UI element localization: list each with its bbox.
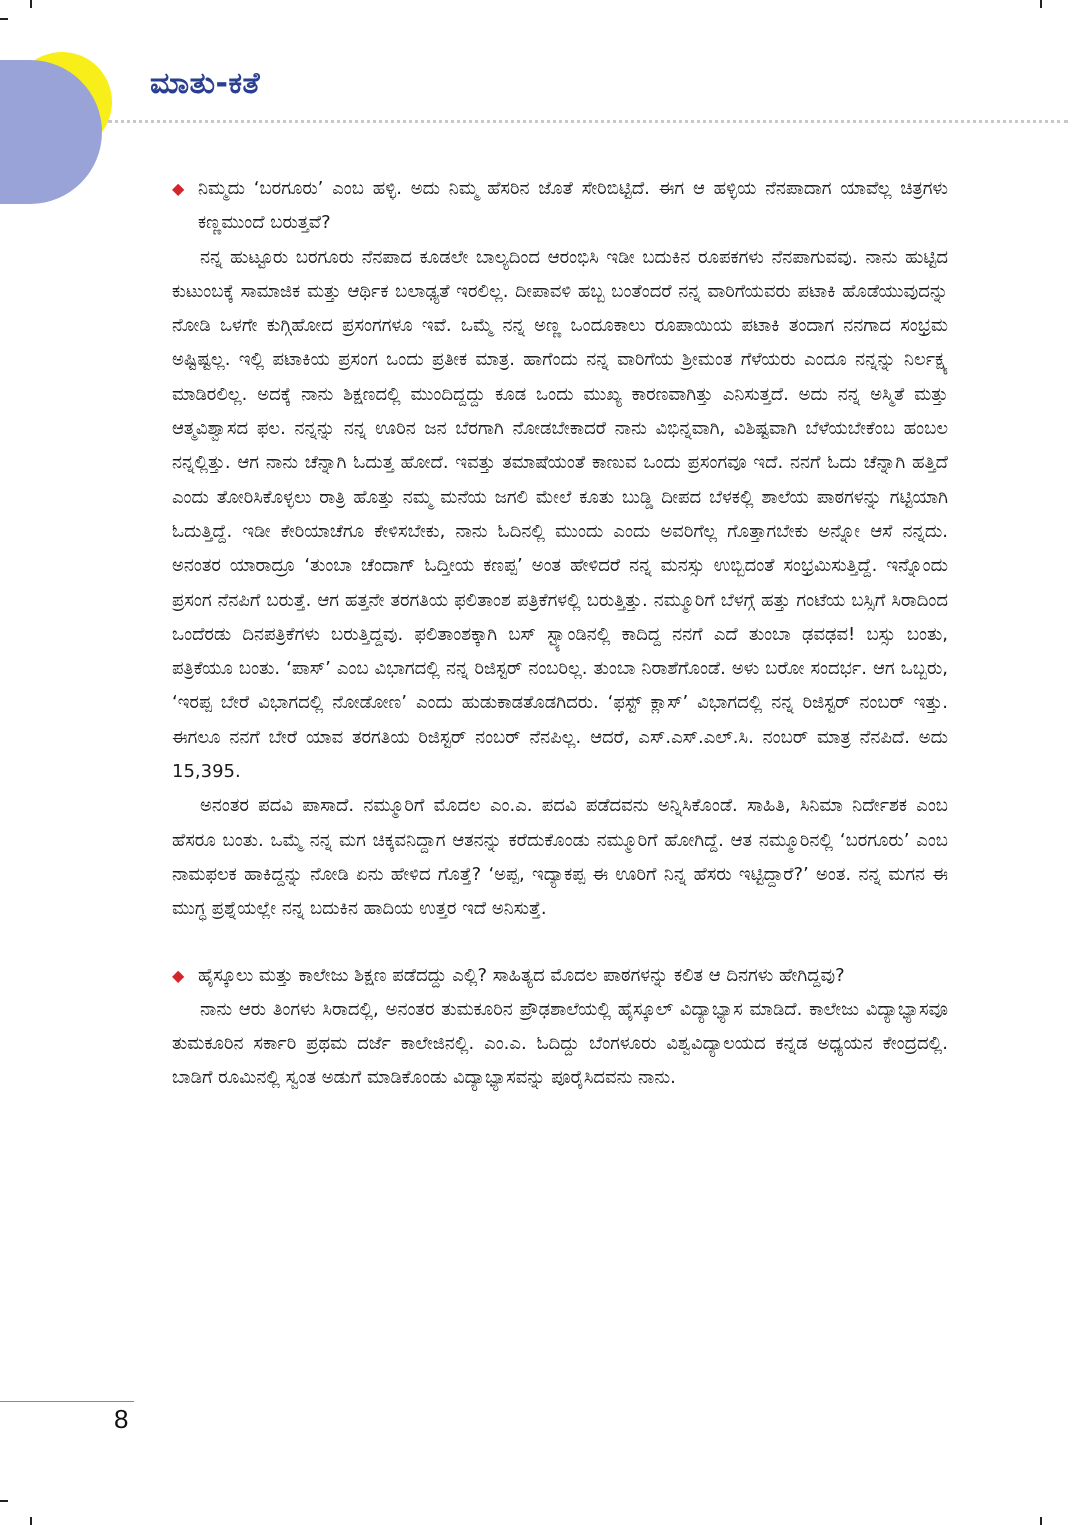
question-1-text: ನಿಮ್ಮದು ‘ಬರಗೂರು’ ಎಂಬ ಹಳ್ಳಿ. ಅದು ನಿಮ್ಮ ಹೆಸರಿನ ಜೊತೆ ಸೇರಿಬಿಟ್ಟಿದೆ. ಈಗ ಆ ಹಳ್ಳಿಯ ನೆನಪಾದಾಗ ಯಾವೆಲ್ಲ ಚಿತ್ರಗಳು ಕಣ್ಣಮುಂದೆ ಬರುತ್ತವೆ? [198, 178, 948, 234]
page-number: 8 [114, 1404, 129, 1434]
question-2-text: ಹೈಸ್ಕೂಲು ಮತ್ತು ಕಾಲೇಜು ಶಿಕ್ಷಣ ಪಡೆದದ್ದು ಎಲ್ಲಿ? ಸಾಹಿತ್ಯದ ಮೊದಲ ಪಾಠಗಳನ್ನು ಕಲಿತ ಆ ದಿನಗಳು ಹೇಗಿದ್ದವು? [198, 964, 845, 986]
question-2 [172, 959, 948, 993]
crop-mark [1040, 1517, 1042, 1525]
crop-mark [30, 1517, 32, 1525]
section-title: ಮಾತು-ಕತೆ [150, 66, 261, 101]
answer-1-paragraph-2: ಅನಂತರ ಪದವಿ ಪಾಸಾದೆ. ನಮ್ಮೂರಿಗೆ ಮೊದಲ ಎಂ.ಎ. ಪದವಿ ಪಡೆದವನು ಅನ್ನಿಸಿಕೊಂಡೆ. ಸಾಹಿತಿ, ಸಿನಿಮಾ ನಿರ್ದೇಶಕ ಎಂಬ ಹೆಸರೂ ಬಂತು. ಒಮ್ಮೆ ನನ್ನ ಮಗ ಚಿಕ್ಕವನಿದ್ದಾಗ ಆತನನ್ನು ಕರೆದುಕೊಂಡು ನಮ್ಮೂರಿಗೆ ಹೋಗಿದ್ದೆ. ಆತ ನಮ್ಮೂರಿನಲ್ಲಿ ‘ಬರಗೂರು’ ಎಂಬ ನಾಮಫಲಕ ಹಾಕಿದ್ದನ್ನು ನೋಡಿ ಏನು ಹೇಳಿದ ಗೊತ್ತೆ? ‘ಅಪ್ಪ, ಇದ್ಯಾಕಪ್ಪ ಈ ಊರಿಗೆ ನಿನ್ನ ಹೆಸರು ಇಟ್ಟಿದ್ದಾರೆ?’ ಅಂತ. ನನ್ನ ಮಗನ ಈ ಮುಗ್ಧ ಪ್ರಶ್ನೆಯಲ್ಲೇ ನನ್ನ ಬದುಕಿನ ಹಾದಿಯ ಉತ್ತರ ಇದೆ ಅನಿಸುತ್ತೆ. [172, 795, 948, 920]
crop-mark [1040, 0, 1042, 8]
answer-1-paragraph-1: ನನ್ನ ಹುಟ್ಟೂರು ಬರಗೂರು ನೆನಪಾದ ಕೂಡಲೇ ಬಾಲ್ಯದಿಂದ ಆರಂಭಿಸಿ ಇಡೀ ಬದುಕಿನ ರೂಪಕಗಳು ನೆನಪಾಗುವವು. ನಾನು ಹುಟ್ಟಿದ ಕುಟುಂಬಕ್ಕೆ ಸಾಮಾಜಿಕ ಮತ್ತು ಆರ್ಥಿಕ ಬಲಾಢ್ಯತೆ ಇರಲಿಲ್ಲ. ದೀಪಾವಳಿ ಹಬ್ಬ ಬಂತೆಂದರೆ ನನ್ನ ವಾರಿಗೆಯವರು ಪಟಾಕಿ ಹೊಡೆಯುವುದನ್ನು ನೋಡಿ ಒಳಗೇ ಕುಗ್ಗಿಹೋದ ಪ್ರಸಂಗಗಳೂ ಇವೆ. ಒಮ್ಮೆ ನನ್ನ ಅಣ್ಣ ಒಂದೂಕಾಲು ರೂಪಾಯಿಯ ಪಟಾಕಿ ತಂದಾಗ ನನಗಾದ ಸಂಭ್ರಮ ಅಷ್ಟಿಷ್ಟಲ್ಲ. ಇಲ್ಲಿ ಪಟಾಕಿಯ ಪ್ರಸಂಗ ಒಂದು ಪ್ರತೀಕ ಮಾತ್ರ. ಹಾಗೆಂದು ನನ್ನ ವಾರಿಗೆಯ ಶ್ರೀಮಂತ ಗೆಳೆಯರು ಎಂದೂ ನನ್ನನ್ನು ನಿರ್ಲಕ್ಷ್ಯ ಮಾಡಿರಲಿಲ್ಲ. ಅದಕ್ಕೆ ನಾನು ಶಿಕ್ಷಣದಲ್ಲಿ ಮುಂದಿದ್ದದ್ದು ಕೂಡ ಒಂದು ಮುಖ್ಯ ಕಾರಣವಾಗಿತ್ತು ಎನಿಸುತ್ತದೆ. ಅದು ನನ್ನ ಅಸ್ಮಿತೆ ಮತ್ತು ಆತ್ಮವಿಶ್ವಾಸದ ಫಲ. ನನ್ನನ್ನು ನನ್ನ ಊರಿನ ಜನ ಬೆರಗಾಗಿ ನೋಡಬೇಕಾದರೆ ನಾನು ವಿಭಿನ್ನವಾಗಿ, ವಿಶಿಷ್ಟವಾಗಿ ಬೆಳೆಯಬೇಕೆಂಬ ಹಂಬಲ ನನ್ನಲ್ಲಿತ್ತು. ಆಗ ನಾನು ಚೆನ್ನಾಗಿ ಓದುತ್ತ ಹೋದೆ. ಇವತ್ತು ತಮಾಷೆಯಂತೆ ಕಾಣುವ ಒಂದು ಪ್ರಸಂಗವೂ ಇದೆ. ನನಗೆ ಓದು ಚೆನ್ನಾಗಿ ಹತ್ತಿದೆ ಎಂದು ತೋರಿಸಿಕೊಳ್ಳಲು ರಾತ್ರಿ ಹೊತ್ತು ನಮ್ಮ ಮನೆಯ ಜಗಲಿ ಮೇಲೆ ಕೂತು ಬುಡ್ಡಿ ದೀಪದ ಬೆಳಕಲ್ಲಿ ಶಾಲೆಯ ಪಾಠಗಳನ್ನು ಗಟ್ಟಿಯಾಗಿ ಓದುತ್ತಿದ್ದೆ. ಇಡೀ ಕೇರಿಯಾಚೆಗೂ ಕೇಳಿಸಬೇಕು, ನಾನು ಓದಿನಲ್ಲಿ ಮುಂದು ಎಂದು ಅವರಿಗೆಲ್ಲ ಗೊತ್ತಾಗಬೇಕು ಅನ್ನೋ ಆಸೆ ನನ್ನದು. ಅನಂತರ ಯಾರಾದ್ರೂ ‘ತುಂಬಾ ಚೆಂದಾಗ್ ಓದ್ತೀಯ ಕಣಪ್ಪ’ ಅಂತ ಹೇಳಿದರೆ ನನ್ನ ಮನಸ್ಸು ಉಬ್ಬಿದಂತೆ ಸಂಭ್ರಮಿಸುತ್ತಿದ್ದೆ. ಇನ್ನೊಂದು ಪ್ರಸಂಗ ನೆನಪಿಗೆ ಬರುತ್ತೆ. ಆಗ ಹತ್ತನೇ ತರಗತಿಯ ಫಲಿತಾಂಶ ಪತ್ರಿಕೆಗಳಲ್ಲಿ ಬರುತ್ತಿತ್ತು. ನಮ್ಮೂರಿಗೆ ಬೆಳಗ್ಗೆ ಹತ್ತು ಗಂಟೆಯ ಬಸ್ಸಿಗೆ ಸಿರಾದಿಂದ ಒಂದೆರಡು ದಿನಪತ್ರಿಕೆಗಳು ಬರುತ್ತಿದ್ದವು. ಫಲಿತಾಂಶಕ್ಕಾಗಿ ಬಸ್ ಸ್ಟ್ಯಾಂಡಿನಲ್ಲಿ ಕಾದಿದ್ದ ನನಗೆ ಎದೆ ತುಂಬಾ ಢವಢವ! ಬಸ್ಸು ಬಂತು, ಪತ್ರಿಕೆಯೂ ಬಂತು. ‘ಪಾಸ್’ ಎಂಬ ವಿಭಾಗದಲ್ಲಿ ನನ್ನ ರಿಜಿಸ್ಟರ್ ನಂಬರಿಲ್ಲ. ತುಂಬಾ ನಿರಾಶೆಗೊಂಡೆ. ಅಳು ಬರೋ ಸಂದರ್ಭ. ಆಗ ಒಬ್ಬರು, ‘ಇರಪ್ಪ ಬೇರೆ ವಿಭಾಗದಲ್ಲಿ ನೋಡೋಣ’ ಎಂದು ಹುಡುಕಾಡತೊಡಗಿದರು. ‘ಫಸ್ಟ್ ಕ್ಲಾಸ್’ ವಿಭಾಗದಲ್ಲಿ ನನ್ನ ರಿಜಿಸ್ಟರ್ ನಂಬರ್ ಇತ್ತು. ಈಗಲೂ ನನಗೆ ಬೇರೆ ಯಾವ ತರಗತಿಯ ರಿಜಿಸ್ಟರ್ ನಂಬರ್ ನೆನಪಿಲ್ಲ. ಆದರೆ, ಎಸ್.ಎಸ್.ಎಲ್.ಸಿ. ನಂಬರ್ ಮಾತ್ರ ನೆನಪಿದೆ. ಅದು 15,395. [172, 246, 948, 783]
corner-decoration [0, 0, 160, 220]
question-1 [172, 172, 948, 241]
answer-2-paragraph-1: ನಾನು ಆರು ತಿಂಗಳು ಸಿರಾದಲ್ಲಿ, ಅನಂತರ ತುಮಕೂರಿನ ಪ್ರೌಢಶಾಲೆಯಲ್ಲಿ ಹೈಸ್ಕೂಲ್ ವಿದ್ಯಾಭ್ಯಾಸ ಮಾಡಿದೆ. ಕಾಲೇಜು ವಿದ್ಯಾಭ್ಯಾಸವೂ ತುಮಕೂರಿನ ಸರ್ಕಾರಿ ಪ್ರಥಮ ದರ್ಜೆ ಕಾಲೇಜಿನಲ್ಲಿ. ಎಂ.ಎ. ಓದಿದ್ದು ಬೆಂಗಳೂರು ವಿಶ್ವವಿದ್ಯಾಲಯದ ಕನ್ನಡ ಅಧ್ಯಯನ ಕೇಂದ್ರದಲ್ಲಿ. ಬಾಡಿಗೆ ರೂಮಿನಲ್ಲಿ ಸ್ವಂತ ಅಡುಗೆ ಮಾಡಿಕೊಂಡು ವಿದ್ಯಾಭ್ಯಾಸವನ್ನು ಪೂರೈಸಿದವನು ನಾನು. [172, 998, 948, 1089]
diamond-bullet-icon: ◆ [172, 179, 185, 198]
dotted-divider [108, 120, 1068, 123]
footer-divider [0, 1401, 134, 1402]
crop-mark [0, 1500, 8, 1502]
diamond-bullet-icon: ◆ [172, 965, 185, 985]
article-body [172, 172, 948, 1096]
